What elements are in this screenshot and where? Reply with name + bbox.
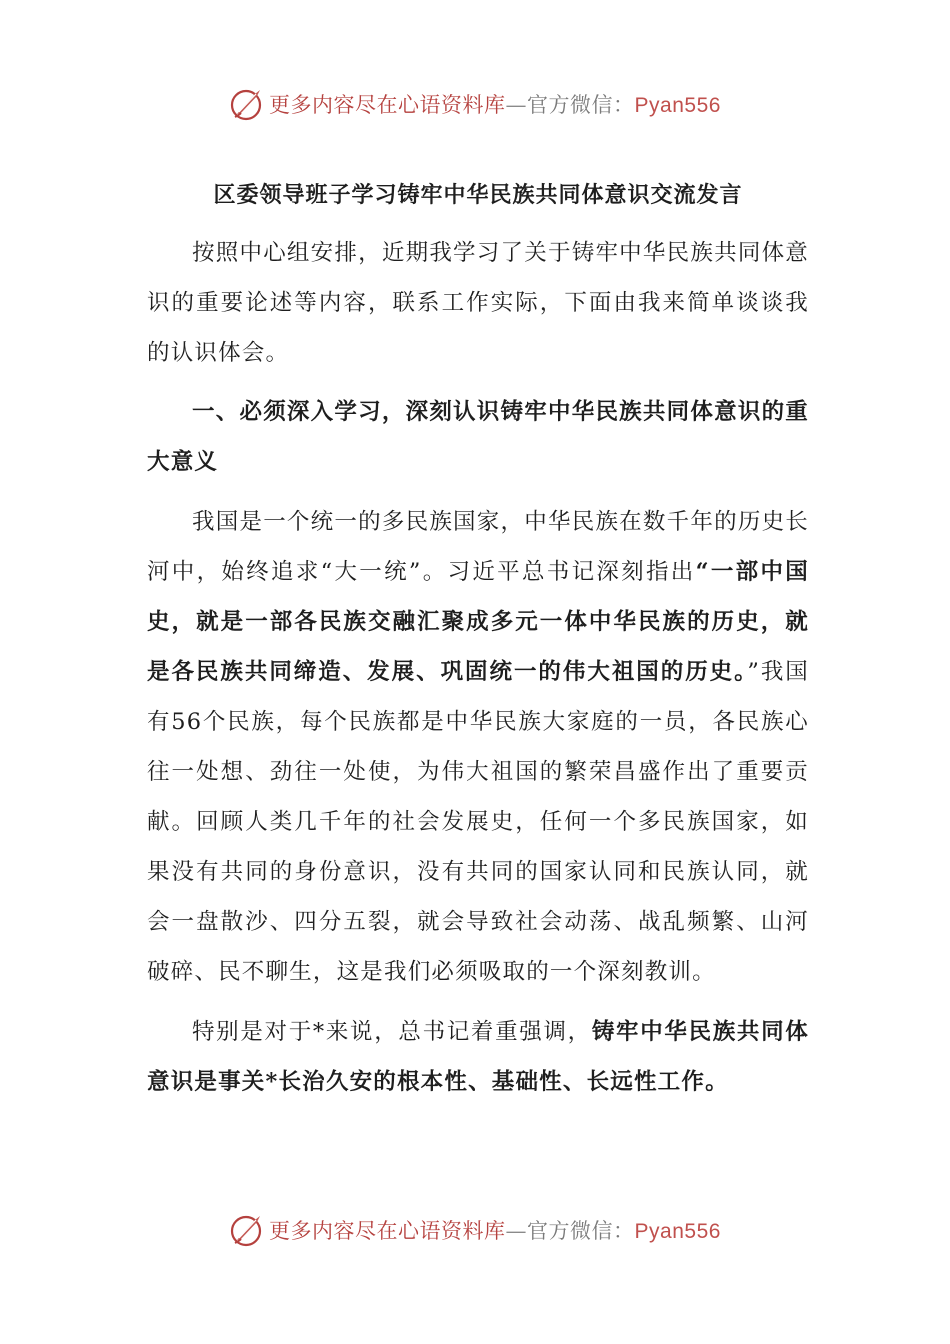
quill-logo-icon [229,86,265,122]
paragraph-1-text-c: ”我国有56个民族，每个民族都是中华民族大家庭的一员，各民族心往一处想、劲往一处使，为伟大祖国的繁荣昌盛作出了重要贡献。回顾人类几千年的社会发展史，任何一个多民族国家，如果没有共同的身份意识，没有共同的国家认同和民族认同，就会一盘散沙、四分五裂，就会导致社会动荡、战乱频繁、山河破碎、民不聊生，这是我们必须吸取的一个深刻教训。 [147,659,809,985]
watermark-text: 更多内容尽在心语资料库—官方微信：Pyan556 [269,93,721,117]
paragraph-2-text-a: 特别是对于*来说，总书记着重强调， [192,1019,592,1045]
paragraph-1-text-a: 我国是一个统一的多民族国家，中华民族在数千年的历史长河中，始终追求“大一统”。习近平总书记深刻指出 [147,509,809,585]
paragraph-2-emphasis: 铸牢中华民族共同体意识是事关*长治久安的根本性、基础性、长远性工作。 [147,1019,809,1095]
header-watermark-banner [0,84,950,124]
quill-logo-icon [229,1212,265,1248]
paragraph-1-quote: “一部中国史，就是一部各民族交融汇聚成多元一体中华民族的历史，就是各民族共同缔造、发展、巩固统一的伟大祖国的历史。 [147,559,809,685]
paragraph-1 [147,497,809,997]
footer-watermark-banner [0,1210,950,1250]
document-body [147,166,809,1107]
document-title: 区委领导班子学习铸牢中华民族共同体意识交流发言 [213,182,743,208]
paragraph-2 [147,1007,809,1107]
watermark-text: 更多内容尽在心语资料库—官方微信：Pyan556 [269,1219,721,1243]
intro-paragraph: 按照中心组安排，近期我学习了关于铸牢中华民族共同体意识的重要论述等内容，联系工作实际，下面由我来简单谈谈我的认识体会。 [147,240,809,366]
section-heading-1: 一、必须深入学习，深刻认识铸牢中华民族共同体意识的重大意义 [147,399,809,475]
